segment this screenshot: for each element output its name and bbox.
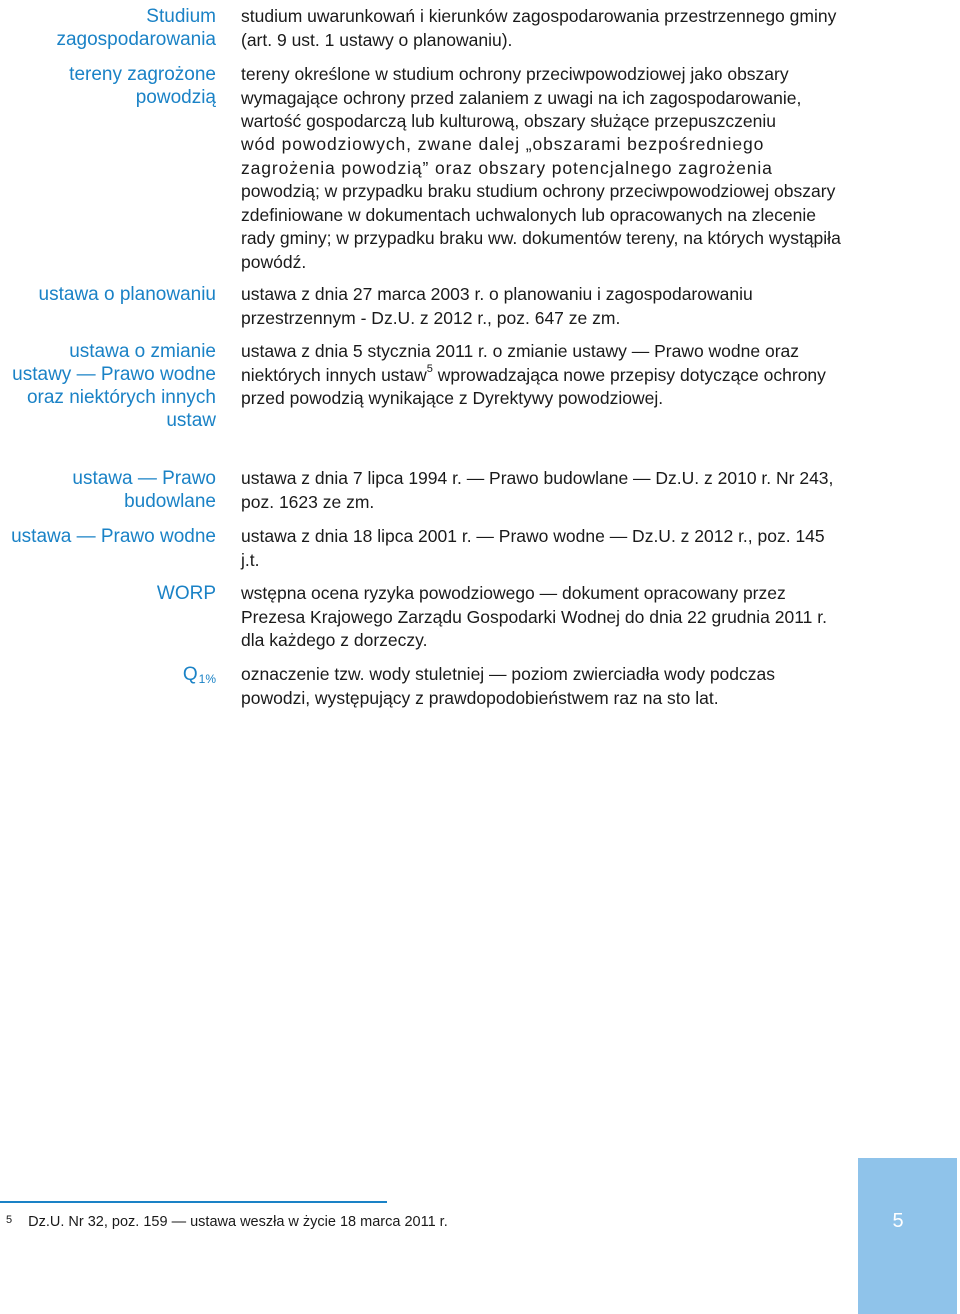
definition-text: ustawa z dnia 5 stycznia 2011 r. o zmianie ustawy — Prawo wodne oraz niektórych innych ustaw <box>241 341 800 385</box>
glossary-definition: wstępna ocena ryzyka powodziowego — dokument opracowany przez Prezesa Krajowego Zarządu Gospodarki Wodnej do dnia 22 grudnia 2011 r. dla każdego z dorzeczy. <box>241 583 827 650</box>
glossary-definition: ustawa z dnia 7 lipca 1994 r. — Prawo budowlane — Dz.U. z 2010 r. Nr 243, poz. 1623 ze zm. <box>241 468 834 512</box>
glossary-term: ustawa o zmianie ustawy — Prawo wodne oraz niektórych innych ustaw <box>12 341 216 431</box>
footnote-text: Dz.U. Nr 32, poz. 159 — ustawa weszła w życie 18 marca 2011 r. <box>28 1214 448 1230</box>
definition-text: wprowadzająca nowe przepisy dotyczące ochrony przed powodzią wynikające z Dyrektywy powodziowej. <box>241 364 826 408</box>
glossary-term: ustawa — Prawo wodne <box>11 526 216 547</box>
glossary-definition: ustawa z dnia 18 lipca 2001 r. — Prawo wodne — Dz.U. z 2012 r., poz. 145 j.t. <box>241 526 825 570</box>
glossary-term: WORP <box>156 583 216 604</box>
glossary-definition: ustawa z dnia 27 marca 2003 r. o planowaniu i zagospodarowaniu przestrzennym - Dz.U. z 2012 r., poz. 647 ze zm. <box>241 284 753 328</box>
glossary-definition: studium uwarunkowań i kierunków zagospodarowania przestrzennego gminy (art. 9 ust. 1 ustawy o planowaniu). <box>241 6 837 50</box>
glossary-definition: tereny określone w studium ochrony przeciwpowodziowej jako obszary wymagające ochrony przed zalaniem z uwagi na ich zagospodarowanie, wartość gospodarczą lub kulturową, obszary służące przepuszczeniu <box>241 64 802 131</box>
glossary-term: ustawa — Prawo budowlane <box>72 468 216 512</box>
glossary-definition: oznaczenie tzw. wody stuletniej — poziom zwierciadła wody podczas powodzi, występujący z prawdopodobieństwem raz na sto lat. <box>241 664 776 708</box>
glossary-term: Studium zagospodarowania <box>56 6 216 50</box>
term-subscript: 1% <box>198 672 216 686</box>
footnote-number: 5 <box>6 1214 13 1226</box>
glossary-definition: powodzią; w przypadku braku studium ochrony przeciwpowodziowej obszary zdefiniowane w dokumentach uchwalonych lub opracowanych na zlecenie rady gminy; w przypadku braku ww. dokumentów tereny, na których wystąpiła powódź. <box>241 181 841 272</box>
page-tab <box>858 1158 957 1314</box>
term-main: Q <box>182 664 198 685</box>
footnote-divider <box>0 1201 387 1203</box>
footnote <box>6 1213 448 1232</box>
glossary-term: tereny zagrożone powodzią <box>69 64 216 108</box>
glossary-term: ustawa o planowaniu <box>38 284 216 305</box>
glossary-term <box>6 663 216 688</box>
glossary-definition: wód powodziowych, zwane dalej „obszarami bezpośredniego zagrożenia powodzią” oraz obszary potencjalnego zagrożenia <box>241 134 773 178</box>
footnote-reference: 5 <box>426 362 433 375</box>
glossary-definition <box>241 340 841 411</box>
page-number: 5 <box>892 1210 904 1232</box>
